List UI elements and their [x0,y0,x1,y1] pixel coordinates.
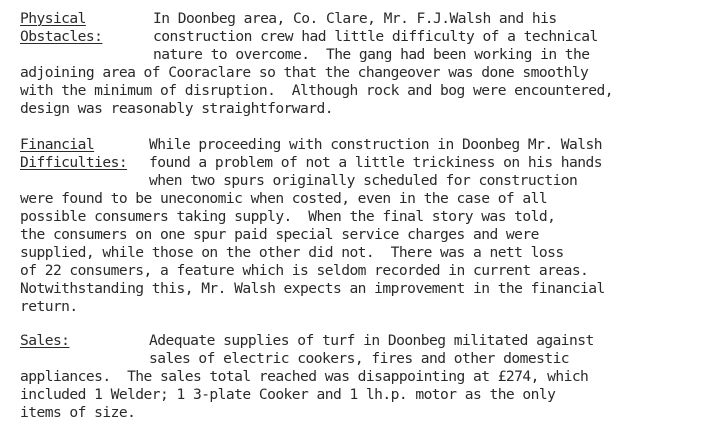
paragraph-line: when two spurs originally scheduled for construction [149,172,578,189]
paragraph-line: were found to be uneconomic when costed, even in the case of all [20,190,548,207]
paragraph-line: of 22 consumers, a feature which is seldom recorded in current areas. [20,262,589,279]
paragraph-line: the consumers on one spur paid special service charges and were [20,226,539,243]
paragraph-line: with the minimum of disruption. Although rock and bog were encountered, [20,82,614,99]
paragraph-line: return. [20,298,78,315]
paragraph-line: adjoining area of Cooraclare so that the changeover was done smoothly [20,64,589,81]
paragraph-line: found a problem of not a little trickiness on his hands [149,154,602,171]
heading-financial: Financial [20,136,95,153]
paragraph-line: While proceeding with construction in Doonbeg Mr. Walsh [149,136,602,153]
paragraph-line: design was reasonably straightforward. [20,100,333,117]
heading-difficulties: Difficulties: [20,154,128,171]
paragraph-line: supplied, while those on the other did not. There was a nett loss [20,244,564,261]
paragraph-line: included 1 Welder; 1 3-plate Cooker and 1 lh.p. motor as the only [20,386,556,403]
heading-sales: Sales: [20,332,70,349]
paragraph-line: sales of electric cookers, fires and other domestic [149,350,570,367]
paragraph-line: nature to overcome. The gang had been working in the [153,46,590,63]
paragraph-line: items of size. [20,404,136,421]
paragraph-line: appliances. The sales total reached was disappointing at £274, which [20,368,589,385]
paragraph-line: possible consumers taking supply. When the final story was told, [20,208,556,225]
heading-physical: Physical [20,10,86,27]
paragraph-line: Adequate supplies of turf in Doonbeg militated against [149,332,594,349]
heading-obstacles: Obstacles: [20,28,103,45]
paragraph-line: In Doonbeg area, Co. Clare, Mr. F.J.Walsh and his [153,10,557,27]
paragraph-line: construction crew had little difficulty of a technical [153,28,598,45]
paragraph-line: Notwithstanding this, Mr. Walsh expects an improvement in the financial [20,280,605,297]
